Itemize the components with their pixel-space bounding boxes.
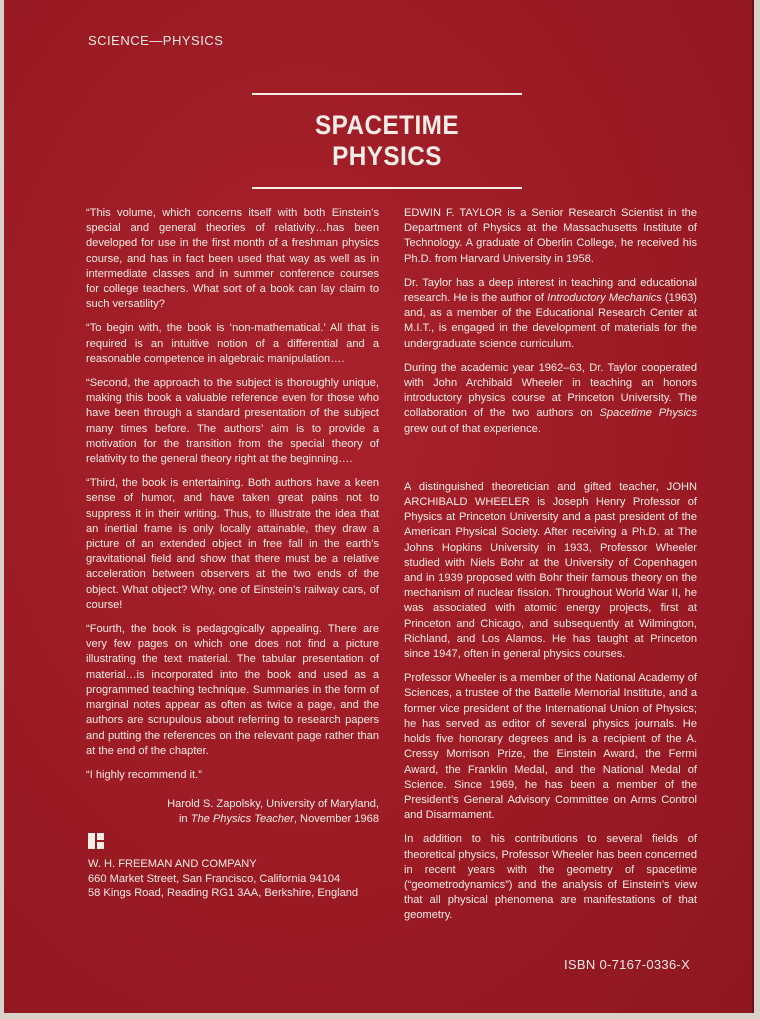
section-gap	[404, 446, 697, 480]
publisher-block	[88, 833, 358, 901]
taylor-p2-rest: (1963) and, as a member of the Educational Research Center at M.I.T., is engaged in the development of materials for the undergraduate science curriculum.	[404, 292, 697, 350]
category-label: SCIENCE—PHYSICS	[88, 33, 224, 48]
taylor-paragraph-1: EDWIN F. TAYLOR is a Senior Research Scientist in the Department of Physics at the Massachusetts Institute of Technology. A graduate of Oberlin College, he received his Ph.D. from Harvard University in 1958.	[404, 207, 697, 265]
publisher-name: W. H. FREEMAN AND COMPANY	[88, 858, 257, 870]
review-paragraph-2: “To begin with, the book is ‘non-mathematical.’ All that is required is an intuitive notion of a differential and a reasonable competence in algebraic manipulation….	[86, 322, 379, 365]
book-back-cover	[4, 0, 754, 1013]
attribution-source	[86, 812, 379, 827]
review-paragraph-6: “I highly recommend it.”	[86, 768, 202, 781]
review-column	[86, 206, 379, 828]
review-paragraph-1: “This volume, which concerns itself with both Einstein’s special and general theories of relativity…has been developed for use in the first month of a freshman physics course, and has in fact been used that way as well as in intermediate classes and in summer conference courses for college teachers. What sort of a book can lay claim to such versatility?	[86, 207, 379, 311]
attribution-date: , November 1968	[293, 813, 379, 826]
review-paragraph-4: “Third, the book is entertaining. Both authors have a keen sense of humor, and have taken great pains not to suppress it in their writing. Thus, to illustrate the idea that an inertial frame is only locally attainable, they draw a picture of an extended object in free fall in the earth’s gravitational field and show that there must be a relative acceleration between observers at the two ends of the object. What object? Why, one of Einstein’s railway cars, of course!	[86, 477, 379, 611]
authors-column	[404, 206, 697, 933]
taylor-book-title: Introductory Mechanics	[547, 292, 662, 305]
title-rule-bottom	[252, 187, 522, 189]
taylor-p2-text: Dr. Taylor has a deep interest in teaching and educational research. He is the author of	[404, 276, 697, 305]
taylor-paragraph-3	[404, 361, 697, 437]
attribution-in: in	[178, 813, 188, 826]
wheeler-paragraph-2: Professor Wheeler is a member of the National Academy of Sciences, a trustee of the Battelle Memorial Institute, and a former vice president of the International Union of Physics; he has served as editor of several physics journals. He holds five honorary degrees and is a recipient of the A. Cressy Morrison Prize, the Einstein Award, the Fermi Award, the Franklin Medal, and the National Medal of Science. Since 1969, he has been a member of the President’s General Advisory Committee on Arms Control and Disarmament.	[404, 672, 697, 822]
review-paragraph-3: “Second, the approach to the subject is thoroughly unique, making this book a valuable reference even for those who have been through a standard presentation of the subject many times before. The authors’ aim is to provide a motivation for the transition from the special theory of relativity to the general theory right at the beginning….	[86, 377, 379, 466]
publisher-logo-icon	[88, 833, 104, 849]
spacetime-book-title: Spacetime Physics	[599, 407, 697, 420]
isbn: ISBN 0-7167-0336-X	[564, 957, 691, 972]
wheeler-paragraph-3: In addition to his contributions to several fields of theoretical physics, Professor Wheeler has been concerned in recent years with the geometry of spacetime (“geometrodynamics”) and the analysis of Einstein’s view that all physical phenomena are manifestations of that geometry.	[404, 833, 697, 922]
attribution-journal: The Physics Teacher	[190, 813, 294, 826]
review-paragraph-5: “Fourth, the book is pedagogically appealing. There are very few pages on which one does not find a picture illustrating the text material. The tabular presentation of material…is incorporated into the book and used as a programmed teaching technique. Summaries in the form of marginal notes appear as often as twice a page, and the authors are scrupulous about referring to research papers and putting the references on the relevant page rather than at the end of the chapter.	[86, 623, 379, 757]
attribution-author: Harold S. Zapolsky, University of Maryland,	[167, 798, 379, 811]
publisher-address-2: 58 Kings Road, Reading RG1 3AA, Berkshire, England	[88, 887, 359, 899]
publisher-address-1: 660 Market Street, San Francisco, California 94104	[88, 872, 341, 885]
taylor-p3-rest: grew out of that experience.	[404, 422, 541, 435]
taylor-paragraph-2	[404, 276, 697, 352]
book-title: SPACETIME PHYSICS	[314, 110, 459, 171]
wheeler-paragraph-1: A distinguished theoretician and gifted teacher, JOHN ARCHIBALD WHEELER is Joseph Henry Professor of Physics at Princeton University and a past president of the American Physical Society. After receiving a Ph.D. at The Johns Hopkins University in 1933, Professor Wheeler studied with Niels Bohr at the University of Copenhagen and in 1939 proposed with Bohr their famous theory on the mechanism of nuclear fission. Throughout World War II, he was associated with atomic energy projects, first at Princeton and Chicago, and subsequently at Wilmington, Richland, and Los Alamos. He has taught at Princeton since 1947, often in general physics courses.	[404, 480, 697, 661]
review-attribution	[86, 797, 379, 827]
taylor-p3-text: During the academic year 1962–63, Dr. Taylor cooperated with John Archibald Wheeler in teaching an honors introductory physics course at Princeton University. The collaboration of the two authors on	[404, 361, 697, 420]
title-block	[252, 93, 522, 189]
